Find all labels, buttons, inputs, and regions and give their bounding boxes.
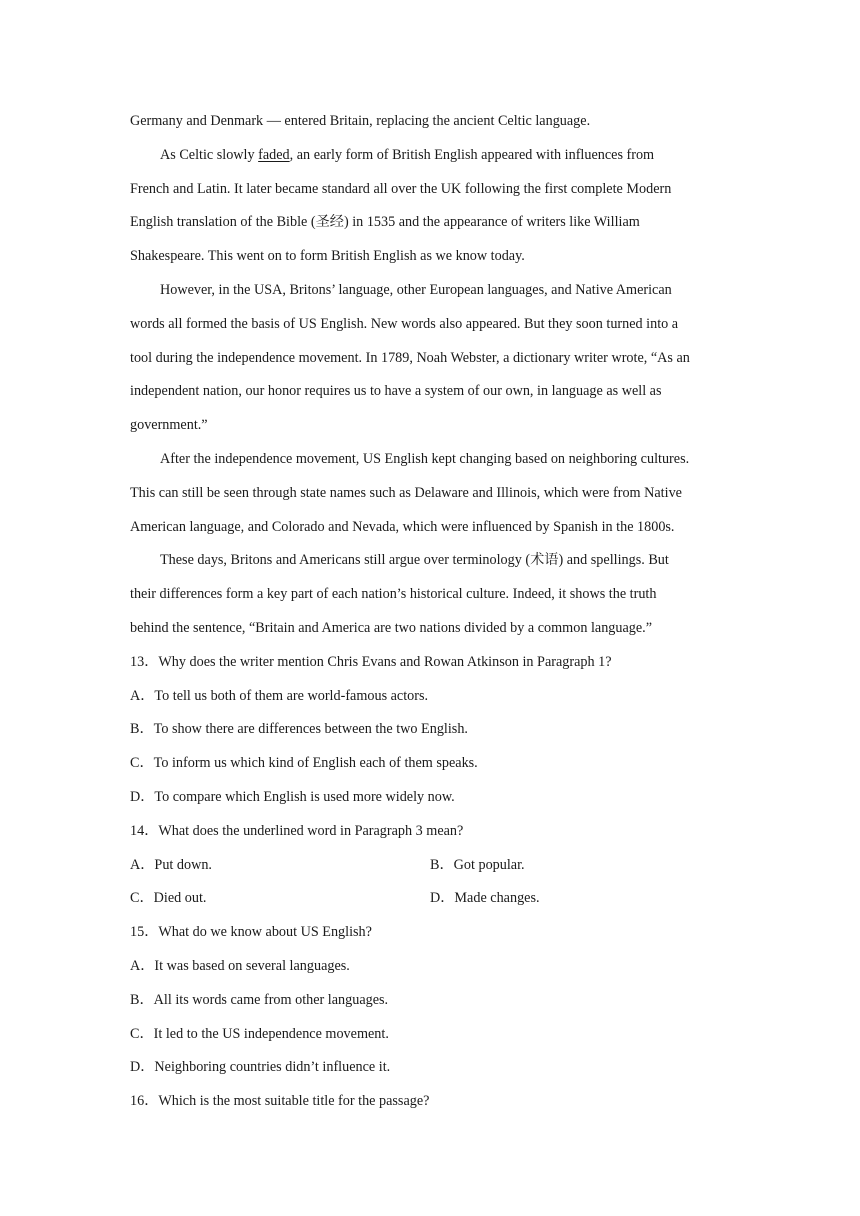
- question-14-option-b: B．Got popular.: [430, 856, 525, 873]
- paragraph-3-text: , an early form of British English appeared with influences from: [289, 146, 655, 163]
- paragraph-3-line-1: [130, 139, 730, 173]
- question-13-stem: 13．Why does the writer mention Chris Evans and Rowan Atkinson in Paragraph 1?: [130, 653, 612, 670]
- paragraph-4-line-5: government.”: [130, 417, 208, 434]
- question-14-options-row-1: [130, 849, 730, 883]
- paragraph-4-line-2: words all formed the basis of US English. New words also appeared. But they soon turned into a: [130, 315, 679, 332]
- question-13-option-a: A．To tell us both of them are world-famous actors.: [130, 687, 429, 704]
- question-14-options-row-2: [130, 882, 730, 916]
- question-14-option-d: D．Made changes.: [430, 890, 540, 907]
- question-15-option-d: D．Neighboring countries didn’t influence it.: [130, 1059, 391, 1076]
- question-14-stem: 14．What does the underlined word in Paragraph 3 mean?: [130, 822, 464, 839]
- underlined-word-faded: faded: [258, 146, 290, 163]
- question-13-option-b: B．To show there are differences between the two English.: [130, 721, 468, 738]
- question-16-stem: 16．Which is the most suitable title for the passage?: [130, 1093, 430, 1110]
- question-13-option-d: D．To compare which English is used more widely now.: [130, 788, 455, 805]
- paragraph-6-line-1: These days, Britons and Americans still argue over terminology (术语) and spellings. But: [160, 552, 669, 569]
- paragraph-5-line-3: American language, and Colorado and Nevada, which were influenced by Spanish in the 1800s.: [130, 518, 675, 535]
- question-14-option-a: A．Put down.: [130, 856, 212, 873]
- question-14-option-c: C．Died out.: [130, 890, 207, 907]
- question-15-stem: 15．What do we know about US English?: [130, 924, 372, 941]
- question-15-option-a: A．It was based on several languages.: [130, 957, 350, 974]
- paragraph-6-line-3: behind the sentence, “Britain and America are two nations divided by a common language.”: [130, 619, 653, 636]
- question-15-option-b: B．All its words came from other languages.: [130, 991, 389, 1008]
- question-15-option-c: C．It led to the US independence movement.: [130, 1025, 389, 1042]
- document-page: [130, 105, 730, 1119]
- paragraph-3-line-3: English translation of the Bible (圣经) in 1535 and the appearance of writers like William: [130, 214, 640, 231]
- paragraph-3-line-4: Shakespeare. This went on to form British English as we know today.: [130, 248, 525, 265]
- question-13-option-c: C．To inform us which kind of English each of them speaks.: [130, 755, 478, 772]
- paragraph-5-line-2: This can still be seen through state names such as Delaware and Illinois, which were from Native: [130, 484, 682, 501]
- paragraph-4-line-4: independent nation, our honor requires us to have a system of our own, in language as well as: [130, 383, 662, 400]
- paragraph-3-line-2: French and Latin. It later became standard all over the UK following the first complete Modern: [130, 180, 672, 197]
- paragraph-5-line-1: After the independence movement, US English kept changing based on neighboring cultures.: [160, 450, 690, 467]
- paragraph-6-line-2: their differences form a key part of each nation’s historical culture. Indeed, it shows the truth: [130, 586, 657, 603]
- paragraph-2-line: Germany and Denmark — entered Britain, replacing the ancient Celtic language.: [130, 113, 591, 129]
- paragraph-4-line-3: tool during the independence movement. In 1789, Noah Webster, a dictionary writer wrote, “As an: [130, 349, 690, 366]
- paragraph-3-text: As Celtic slowly: [160, 146, 259, 163]
- paragraph-4-line-1: However, in the USA, Britons’ language, other European languages, and Native American: [160, 281, 672, 298]
